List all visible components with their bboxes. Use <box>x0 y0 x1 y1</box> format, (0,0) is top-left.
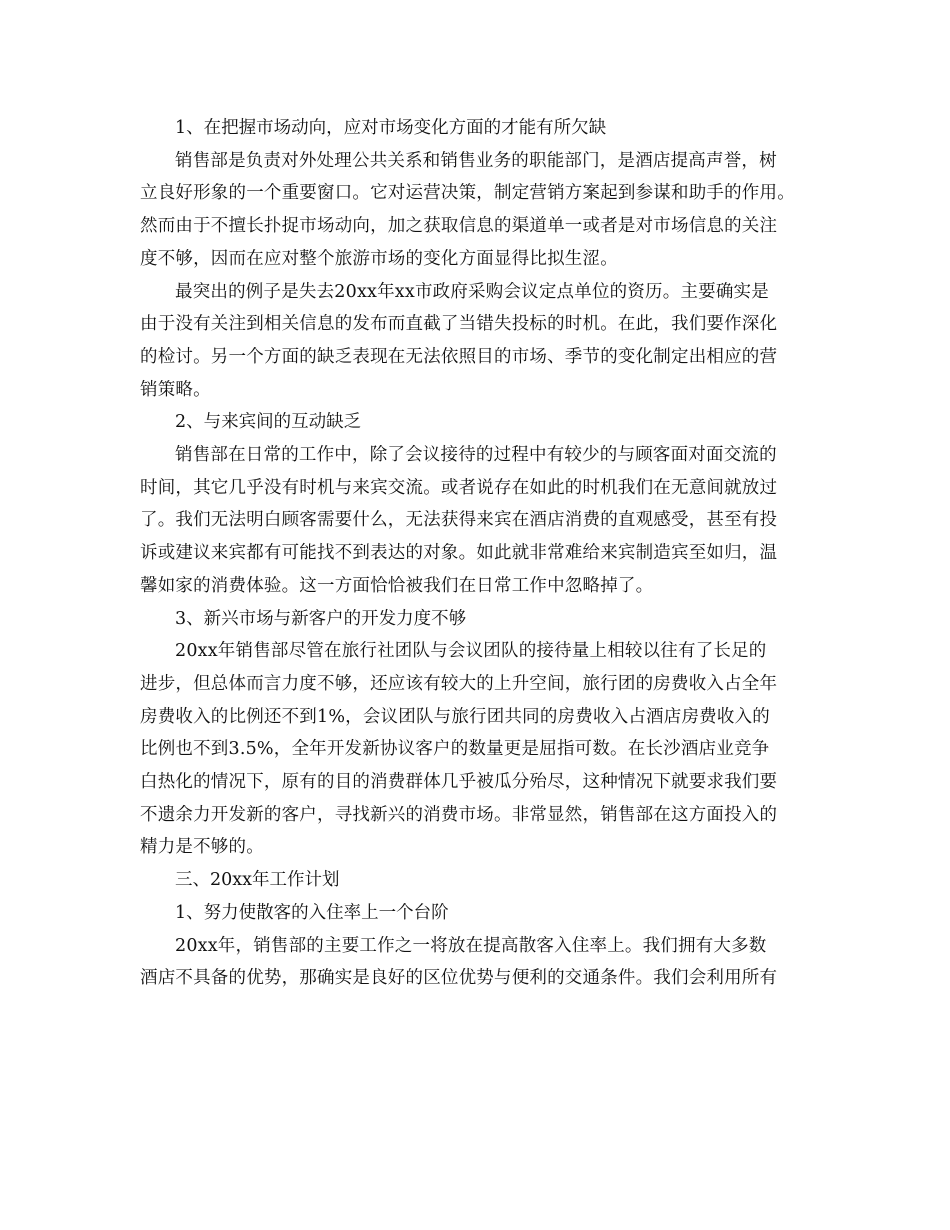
text-line: 由于没有关注到相关信息的发布而直截了当错失投标的时机。在此，我们要作深化 <box>140 314 778 335</box>
text-line: 2、与来宾间的互动缺乏 <box>175 412 362 433</box>
text-line: 1、努力使散客的入住率上一个台阶 <box>175 902 449 923</box>
text-line: 销售部在日常的工作中，除了会议接待的过程中有较少的与顾客面对面交流的 <box>175 445 777 466</box>
section-heading <box>140 603 820 636</box>
text-line: 进步，但总体而言力度不够，还应该有较大的上升空间，旅行团的房费收入占全年 <box>140 673 778 694</box>
text-line: 白热化的情况下，原有的目的消费群体几乎被瓜分殆尽，这种情况下就要求我们要 <box>140 772 778 793</box>
paragraph <box>140 439 820 603</box>
text-line: 20xx年销售部尽管在旅行社团队与会议团队的接待量上相较以往有了长足的 <box>175 641 767 662</box>
text-line: 酒店不具备的优势，那确实是良好的区位优势与便利的交通条件。我们会利用所有 <box>140 968 778 989</box>
section-heading <box>140 406 820 439</box>
paragraph <box>140 276 820 407</box>
text-line: 了。我们无法明白顾客需要什么，无法获得来宾在酒店消费的直观感受，甚至有投 <box>140 510 778 531</box>
text-line: 3、新兴市场与新客户的开发力度不够 <box>175 608 467 629</box>
paragraph <box>140 635 820 864</box>
text-line: 馨如家的消费体验。这一方面恰恰被我们在日常工作中忽略掉了。 <box>140 575 654 596</box>
text-line: 20xx年，销售部的主要工作之一将放在提高散客入住率上。我们拥有大多数 <box>175 935 767 956</box>
section-heading <box>140 864 820 897</box>
text-line: 1、在把握市场动向，应对市场变化方面的才能有所欠缺 <box>175 118 607 138</box>
text-line: 销售部是负责对外处理公共关系和销售业务的职能部门，是酒店提高声誉，树 <box>175 150 777 171</box>
text-line: 最突出的例子是失去20xx年xx市政府采购会议定点单位的资历。主要确实是 <box>175 281 769 302</box>
text-line: 时间，其它几乎没有时机与来宾交流。或者说存在如此的时机我们在无意间就放过 <box>140 477 778 498</box>
text-line: 三、20xx年工作计划 <box>175 870 340 891</box>
text-line: 比例也不到3.5%，全年开发新协议客户的数量更是屈指可数。在长沙酒店业竞争 <box>140 739 770 760</box>
section-heading <box>140 897 820 930</box>
text-line: 度不够，因而在应对整个旅游市场的变化方面显得比拟生涩。 <box>140 248 618 269</box>
section-heading <box>140 112 820 145</box>
text-line: 立良好形象的一个重要窗口。它对运营决策，制定营销方案起到参谋和助手的作用。 <box>140 183 795 204</box>
text-line: 不遗余力开发新的客户，寻找新兴的消费市场。非常显然，销售部在这方面投入的 <box>140 804 778 825</box>
paragraph <box>140 930 820 995</box>
paragraph <box>140 145 820 276</box>
document-body <box>140 112 820 995</box>
text-line: 的检讨。另一个方面的缺乏表现在无法依照目的市场、季节的变化制定出相应的营 <box>140 346 778 367</box>
text-line: 诉或建议来宾都有可能找不到表达的对象。如此就非常难给来宾制造宾至如归，温 <box>140 543 778 564</box>
text-line: 然而由于不擅长扑捉市场动向，加之获取信息的渠道单一或者是对市场信息的关注 <box>140 216 778 237</box>
text-line: 房费收入的比例还不到1%，会议团队与旅行团共同的房费收入占酒店房费收入的 <box>140 706 770 727</box>
text-line: 销策略。 <box>140 379 211 400</box>
text-line: 精力是不够的。 <box>140 837 264 858</box>
